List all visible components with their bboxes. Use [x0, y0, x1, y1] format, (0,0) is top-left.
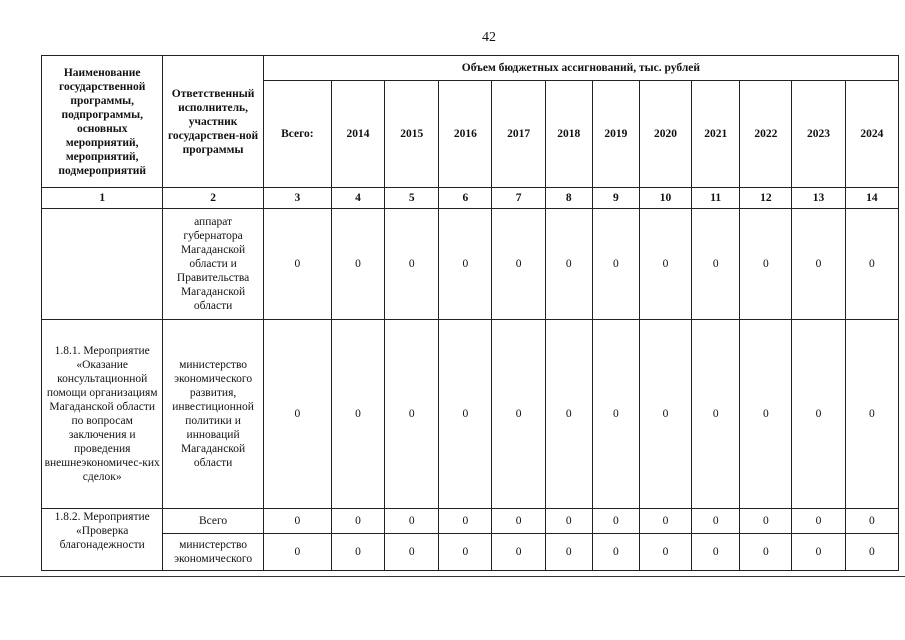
row-value: 0 — [692, 320, 740, 509]
row-value: 0 — [385, 320, 439, 509]
row-value: 0 — [439, 509, 492, 534]
row-value: 0 — [439, 209, 492, 320]
row-value: 0 — [792, 509, 845, 534]
row-value: 0 — [845, 320, 898, 509]
header-year: 2018 — [545, 81, 592, 188]
page-bottom-rule — [0, 576, 905, 577]
header-year: 2015 — [385, 81, 439, 188]
row-value: 0 — [845, 509, 898, 534]
row-value: 0 — [331, 209, 384, 320]
row-value: 0 — [492, 209, 545, 320]
header-year: 2019 — [592, 81, 639, 188]
row-value: 0 — [592, 320, 639, 509]
header-year: 2022 — [740, 81, 792, 188]
table-row — [42, 534, 899, 571]
header-program-name: Наименование государственной программы, подпрограммы, основных мероприятий, мероприятий, подмероприятий — [42, 56, 163, 188]
row-value: 0 — [545, 509, 592, 534]
table-row — [42, 509, 899, 534]
column-number: 12 — [740, 188, 792, 209]
table-row — [42, 320, 899, 509]
column-number: 5 — [385, 188, 439, 209]
header-row — [42, 56, 899, 81]
column-number: 3 — [263, 188, 331, 209]
row-executor: министерство экономического развития, инвестиционной политики и инноваций Магаданской области — [163, 320, 263, 509]
page-number: 42 — [482, 30, 496, 45]
row-value: 0 — [263, 209, 331, 320]
row-executor: Всего — [163, 509, 263, 534]
row-value: 0 — [740, 534, 792, 571]
column-number: 14 — [845, 188, 898, 209]
header-year: 2014 — [331, 81, 384, 188]
row-value: 0 — [592, 209, 639, 320]
header-total: Всего: — [263, 81, 331, 188]
header-year: 2020 — [639, 81, 691, 188]
row-value: 0 — [592, 509, 639, 534]
row-value: 0 — [845, 534, 898, 571]
row-executor: аппарат губернатора Магаданской области и Правительства Магаданской области — [163, 209, 263, 320]
row-value: 0 — [545, 320, 592, 509]
header-year: 2017 — [492, 81, 545, 188]
row-value: 0 — [692, 534, 740, 571]
header-year: 2024 — [845, 81, 898, 188]
row-value: 0 — [545, 534, 592, 571]
column-numbers-row — [42, 188, 899, 209]
row-program-name — [42, 209, 163, 320]
row-value: 0 — [740, 509, 792, 534]
column-number: 9 — [592, 188, 639, 209]
row-value: 0 — [545, 209, 592, 320]
row-value: 0 — [639, 320, 691, 509]
row-value: 0 — [439, 320, 492, 509]
row-value: 0 — [492, 320, 545, 509]
row-value: 0 — [692, 509, 740, 534]
row-value: 0 — [792, 534, 845, 571]
budget-table — [41, 55, 899, 571]
row-value: 0 — [263, 320, 331, 509]
row-value: 0 — [385, 534, 439, 571]
column-number: 11 — [692, 188, 740, 209]
column-number: 4 — [331, 188, 384, 209]
row-value: 0 — [385, 509, 439, 534]
header-year: 2021 — [692, 81, 740, 188]
header-budget-title: Объем бюджетных ассигнований, тыс. рублей — [263, 56, 898, 81]
row-program-name: 1.8.2. Мероприятие «Проверка благонадежности — [42, 509, 163, 571]
row-value: 0 — [740, 320, 792, 509]
column-number: 1 — [42, 188, 163, 209]
column-number: 10 — [639, 188, 691, 209]
column-number: 2 — [163, 188, 263, 209]
row-value: 0 — [492, 534, 545, 571]
row-value: 0 — [639, 509, 691, 534]
row-value: 0 — [740, 209, 792, 320]
table-row — [42, 209, 899, 320]
row-value: 0 — [792, 320, 845, 509]
row-value: 0 — [331, 320, 384, 509]
row-value: 0 — [845, 209, 898, 320]
header-year: 2023 — [792, 81, 845, 188]
column-number: 8 — [545, 188, 592, 209]
row-executor: министерство экономического — [163, 534, 263, 571]
row-value: 0 — [639, 209, 691, 320]
row-value: 0 — [439, 534, 492, 571]
row-value: 0 — [592, 534, 639, 571]
row-value: 0 — [263, 534, 331, 571]
row-value: 0 — [385, 209, 439, 320]
row-program-name: 1.8.1. Мероприятие «Оказание консультационной помощи организациям Магаданской области по вопросам заключения и проведения внешнеэкономичес-ких сделок» — [42, 320, 163, 509]
row-value: 0 — [639, 534, 691, 571]
row-value: 0 — [492, 509, 545, 534]
row-value: 0 — [331, 509, 384, 534]
column-number: 7 — [492, 188, 545, 209]
column-number: 13 — [792, 188, 845, 209]
row-value: 0 — [792, 209, 845, 320]
header-executor: Ответственный исполнитель, участник государствен-ной программы — [163, 56, 263, 188]
column-number: 6 — [439, 188, 492, 209]
header-year: 2016 — [439, 81, 492, 188]
row-value: 0 — [263, 509, 331, 534]
row-value: 0 — [692, 209, 740, 320]
row-value: 0 — [331, 534, 384, 571]
